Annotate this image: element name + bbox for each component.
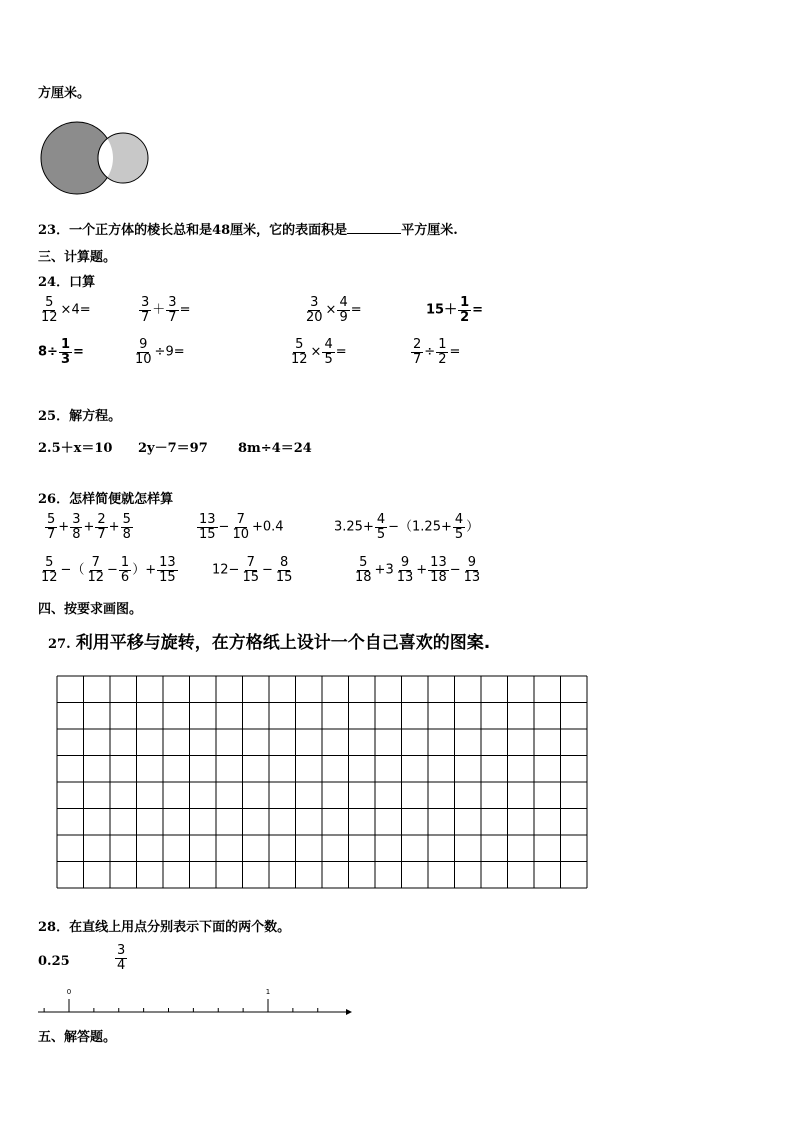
equation-1: 2.5＋x＝10 — [38, 441, 113, 456]
q26-expr-2: $\frac{13}{15}$ − $\frac{7}{10}$ +0.4 — [199, 512, 284, 542]
q24-item-4: 15＋ $\frac{1}{2}$ = — [426, 295, 484, 325]
q26-expr-5: 12− $\frac{7}{15}$ − $\frac{8}{15}$ — [212, 555, 293, 585]
q26-expr-6: $\frac{5}{18}$ +3 $\frac{9}{13}$ + $\frac{13}{18}$ − $\frac{9}{13}$ — [355, 555, 481, 585]
arrow-head — [346, 1009, 352, 1015]
q24-item-6: $\frac{9}{10}$ ÷9= — [135, 337, 185, 367]
q24-item-2: $\frac{3}{7}$ ＋ $\frac{3}{7}$ = — [141, 295, 191, 325]
question-28-title: 28．在直线上用点分别表示下面的两个数。 — [38, 920, 291, 935]
q24-item-5: 8÷ $\frac{1}{3}$ = — [38, 337, 84, 367]
q24-item-1: $\frac{5}{12}$ ×4= — [41, 295, 91, 325]
section-5-heading: 五、解答题。 — [38, 1030, 117, 1045]
tick-label-0: 0 — [66, 988, 72, 996]
q26-expr-1: $\frac{5}{7}$ + $\frac{3}{8}$ + $\frac{2}{7}$ + $\frac{5}{8}$ — [47, 512, 131, 542]
answer-blank[interactable] — [347, 221, 401, 234]
number-three-quarters: $\frac{3}{4}$ — [117, 943, 126, 973]
section-4-heading: 四、按要求画图。 — [38, 602, 143, 617]
number-0-25: 0.25 — [38, 954, 70, 969]
equation-2: 2y－7＝97 — [138, 441, 208, 456]
q26-expr-4: $\frac{5}{12}$ −（ $\frac{7}{12}$ − $\frac{1}{6}$ ）+ $\frac{13}{15}$ — [41, 555, 176, 585]
question-25-title: 25．解方程。 — [38, 409, 122, 424]
q26-expr-3: 3.25+ $\frac{4}{5}$ −（1.25+ $\frac{4}{5}$ ） — [334, 512, 480, 542]
question-26-title: 26．怎样简便就怎样算 — [38, 492, 174, 507]
question-27: 27. 利用平移与旋转，在方格纸上设计一个自己喜欢的图案. — [48, 633, 491, 653]
section-3-heading: 三、计算题。 — [38, 250, 117, 265]
number-line[interactable] — [36, 984, 354, 1020]
grid-paper[interactable] — [55, 674, 589, 890]
question-23: 23．一个正方体的棱长总和是48厘米，它的表面积是 平方厘米. — [38, 223, 458, 238]
question-24-title: 24．口算 — [38, 275, 96, 290]
equation-3: 8m÷4＝24 — [238, 441, 312, 456]
top-text: 方厘米。 — [38, 86, 91, 101]
circles-figure — [40, 120, 155, 198]
q24-item-8: $\frac{2}{7}$ ÷ $\frac{1}{2}$ = — [413, 337, 461, 367]
tick-label-1: 1 — [265, 988, 271, 996]
q24-item-7: $\frac{5}{12}$ × $\frac{4}{5}$ = — [291, 337, 347, 367]
q24-item-3: $\frac{3}{20}$ × $\frac{4}{9}$ = — [306, 295, 362, 325]
